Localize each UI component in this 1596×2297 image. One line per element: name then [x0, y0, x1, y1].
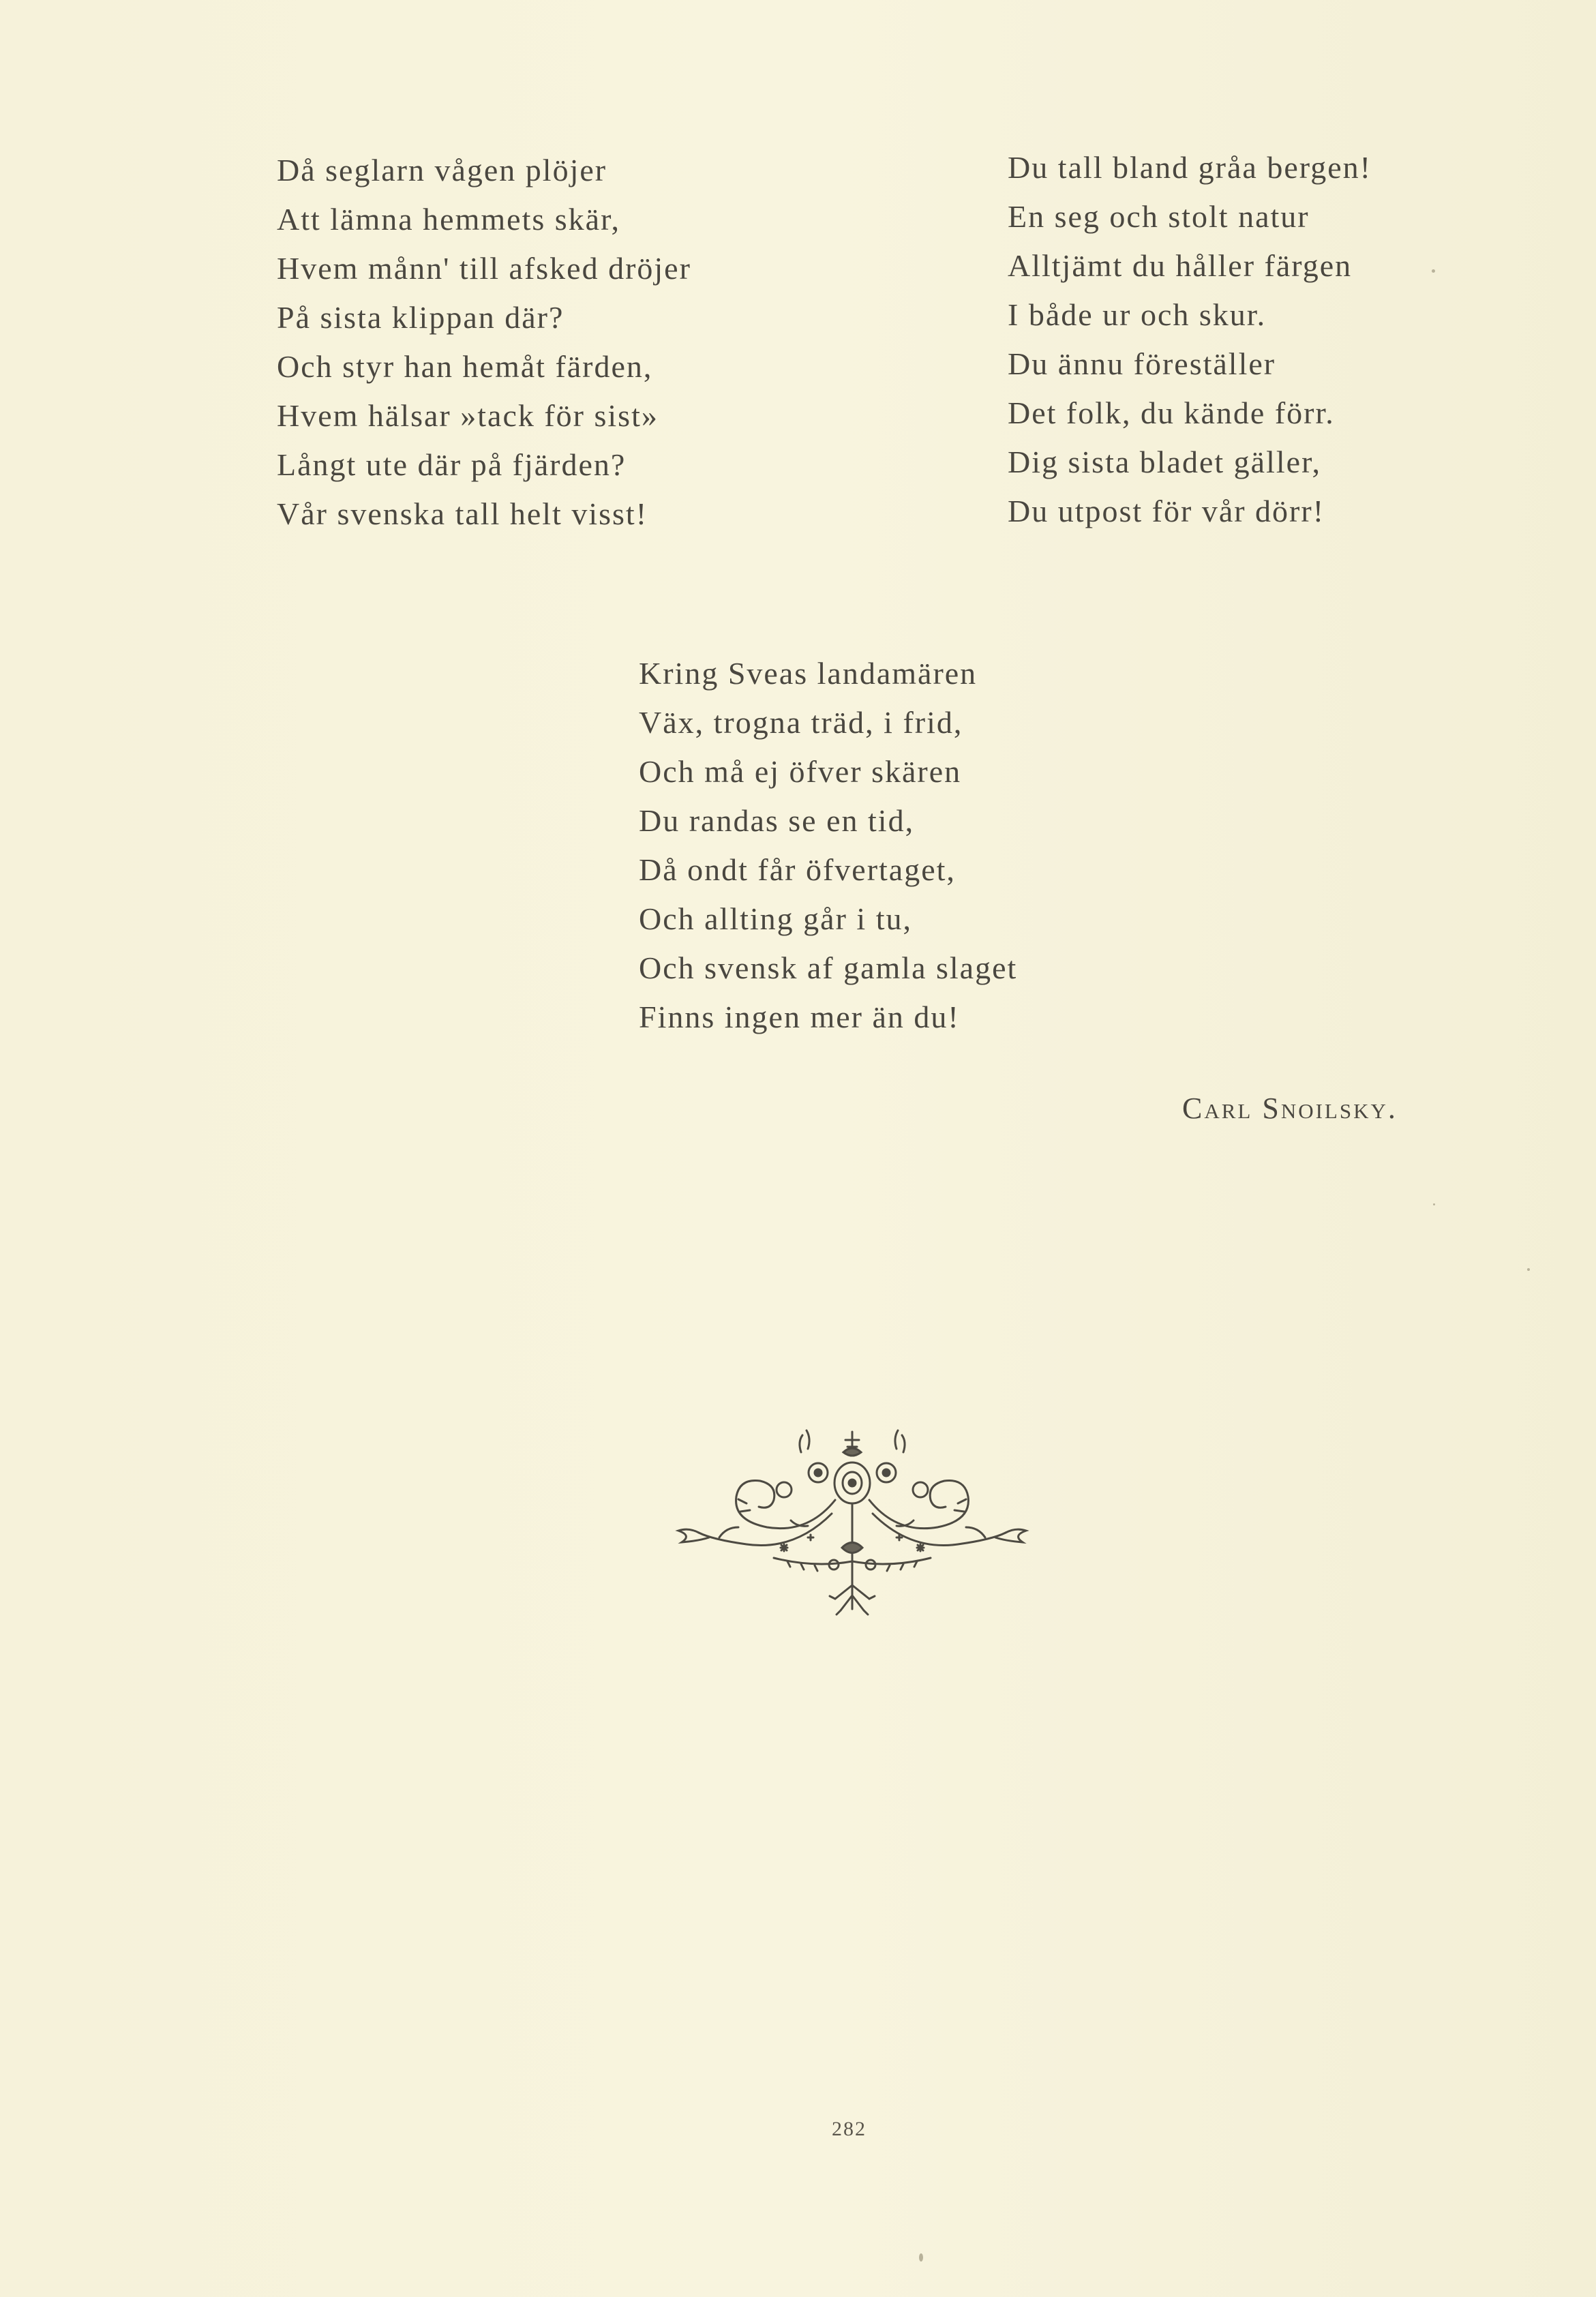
poem-line: En seg och stolt natur [1008, 199, 1310, 234]
poem-line: Du tall bland gråa bergen! [1008, 150, 1372, 185]
poem-line: Då ondt får öfvertaget, [639, 852, 956, 887]
stanza-3 [639, 649, 1017, 1042]
poem-line: På sista klippan där? [277, 300, 564, 335]
floral-ornament-icon [672, 1425, 1033, 1630]
author-signature: Carl Snoilsky. [1182, 1092, 1398, 1125]
poem-line: Du randas se en tid, [639, 803, 915, 838]
poem-line: Dig sista bladet gäller, [1008, 445, 1322, 479]
poem-line: Hvem månn' till afsked dröjer [277, 251, 691, 286]
poem-line: Det folk, du kände förr. [1008, 395, 1335, 430]
poem-line: Hvem hälsar »tack för sist» [277, 398, 659, 433]
poem-line: Och allting går i tu, [639, 901, 912, 936]
poem-line: Finns ingen mer än du! [639, 1000, 960, 1034]
poem-line: Och styr han hemåt färden, [277, 349, 653, 384]
poem-line: Och svensk af gamla slaget [639, 950, 1018, 985]
paper-speck [1527, 1268, 1530, 1271]
stanza-2 [1008, 143, 1372, 536]
stanza-1 [277, 146, 691, 539]
poem-line: Långt ute där på fjärden? [277, 447, 627, 482]
page-number: 282 [832, 2118, 867, 2140]
poem-line: Och må ej öfver skären [639, 754, 962, 789]
paper-speck [1432, 269, 1435, 273]
paper-speck [919, 2253, 923, 2262]
paper-speck [1433, 1203, 1435, 1205]
poem-line: Vår svenska tall helt visst! [277, 496, 648, 531]
poem-line: Kring Sveas landamären [639, 656, 978, 691]
poem-line: Då seglarn vågen plöjer [277, 153, 607, 187]
poem-line: Alltjämt du håller färgen [1008, 248, 1353, 283]
poem-line: I både ur och skur. [1008, 297, 1267, 332]
poem-line: Du ännu föreställer [1008, 346, 1276, 381]
poem-line: Att lämna hemmets skär, [277, 202, 621, 237]
poem-line: Du utpost för vår dörr! [1008, 494, 1325, 528]
poem-line: Väx, trogna träd, i frid, [639, 705, 963, 740]
